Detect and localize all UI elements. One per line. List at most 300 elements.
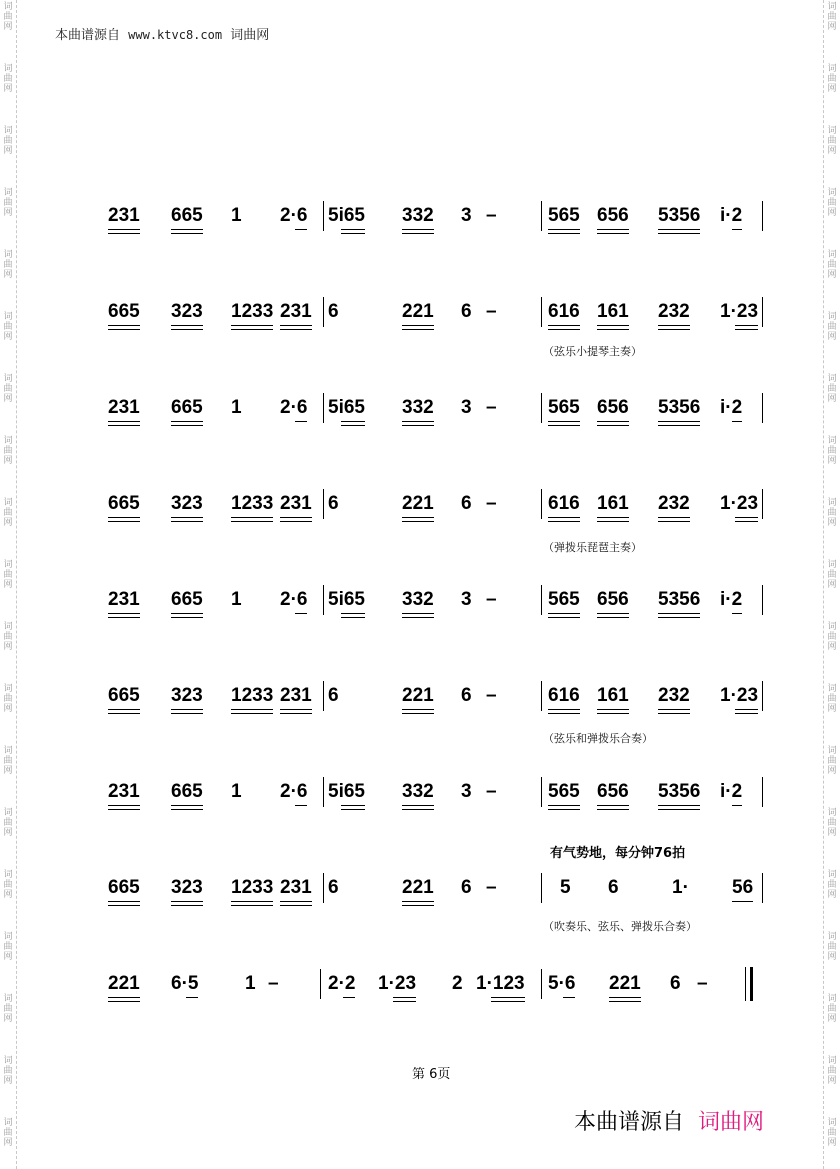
underline-beam (108, 517, 140, 518)
row-a-note: 332 (402, 205, 434, 226)
row-b-note: 1233 (231, 301, 274, 322)
underline-beam (341, 805, 365, 806)
underline-beam (732, 421, 742, 422)
row-a-note: 5356 (658, 205, 701, 226)
barline (323, 393, 324, 423)
barline (762, 393, 763, 423)
row-b-note: – (486, 493, 497, 514)
barline (323, 489, 324, 519)
underline-beam (658, 805, 700, 806)
underline-beam (108, 713, 140, 714)
watermark-text: 词 曲 网 (827, 1118, 837, 1148)
row-b-note: 161 (597, 493, 629, 514)
underline-beam (171, 709, 203, 710)
row-a-note: 665 (171, 781, 203, 802)
underline-beam (491, 997, 525, 998)
row-a-note: 231 (108, 781, 140, 802)
underline-beam (108, 617, 140, 618)
underline-beam (341, 617, 365, 618)
watermark-text: 词 曲 网 (827, 250, 837, 280)
underline-beam (108, 229, 140, 230)
row-b-note: 665 (108, 301, 140, 322)
watermark-text: 词 曲 网 (3, 1056, 13, 1086)
watermark-text: 词 曲 网 (827, 560, 837, 590)
underline-beam (658, 229, 700, 230)
watermark-text: 词 曲 网 (3, 622, 13, 652)
row-b-note: 6 (461, 685, 472, 706)
row-a-note: 1 (231, 589, 242, 610)
underline-beam (108, 905, 140, 906)
row-a-note: 565 (548, 397, 580, 418)
underline-beam (108, 809, 140, 810)
row-a-note: 3 (461, 205, 472, 226)
underline-beam (341, 809, 365, 810)
barline (762, 681, 763, 711)
underline-beam (402, 425, 434, 426)
row-b-note: 6 (461, 493, 472, 514)
underline-beam (402, 421, 434, 422)
watermark-text: 词 曲 网 (3, 684, 13, 714)
underline-beam (548, 329, 580, 330)
row-a-note: 5i65 (328, 205, 365, 226)
row-right-note: 6 (608, 877, 619, 898)
row-b-note: 232 (658, 493, 690, 514)
underline-beam (597, 713, 629, 714)
underline-beam (402, 325, 434, 326)
underline-beam (171, 905, 203, 906)
underline-beam (597, 425, 629, 426)
watermark-text: 词 曲 网 (827, 746, 837, 776)
underline-beam (280, 325, 312, 326)
annotation-tutti: （吹奏乐、弦乐、弹拨乐合奏） (543, 920, 697, 933)
underline-beam (732, 805, 742, 806)
row-right-note: 1· (672, 877, 689, 898)
underline-beam (186, 997, 198, 998)
underline-beam (548, 229, 580, 230)
underline-beam (341, 421, 365, 422)
row-b-note: 665 (108, 877, 140, 898)
barline (541, 489, 542, 519)
underline-beam (597, 613, 629, 614)
underline-beam (295, 421, 307, 422)
underline-beam (597, 521, 629, 522)
underline-beam (658, 517, 690, 518)
barline (762, 489, 763, 519)
underline-beam (402, 521, 434, 522)
underline-beam (280, 517, 312, 518)
watermark-text: 词 曲 网 (827, 436, 837, 466)
row-a-note: 5i65 (328, 397, 365, 418)
underline-beam (171, 521, 203, 522)
row-a-note: 231 (108, 589, 140, 610)
underline-beam (402, 229, 434, 230)
row-b-note: 232 (658, 685, 690, 706)
watermark-text: 词 曲 网 (827, 932, 837, 962)
watermark-text: 词 曲 网 (827, 1056, 837, 1086)
underline-beam (402, 905, 434, 906)
underline-beam (280, 901, 312, 902)
row-b-note: 6 (328, 877, 339, 898)
row-a-note: – (486, 205, 497, 226)
watermark-text: 词 曲 网 (827, 126, 837, 156)
barline (745, 967, 746, 1001)
annotation-plucked: （弹拨乐琵琶主奏） (543, 541, 642, 554)
row-b-note: 6 (328, 301, 339, 322)
underline-beam (295, 805, 307, 806)
underline-beam (280, 709, 312, 710)
row-a-note: 3 (461, 781, 472, 802)
underline-beam (658, 617, 700, 618)
underline-beam (548, 517, 580, 518)
row-a-note: 5i65 (328, 589, 365, 610)
underline-beam (548, 325, 580, 326)
watermark-text: 词 曲 网 (3, 498, 13, 528)
barline (762, 873, 763, 903)
underline-beam (402, 233, 434, 234)
row-a-note: 332 (402, 781, 434, 802)
barline (323, 201, 324, 231)
row-last-note: 1·123 (476, 973, 525, 994)
underline-beam (658, 613, 700, 614)
underline-beam (231, 517, 273, 518)
watermark-text: 词 曲 网 (3, 1118, 13, 1148)
underline-beam (597, 805, 629, 806)
underline-beam (402, 517, 434, 518)
row-a-note: – (486, 589, 497, 610)
underline-beam (295, 613, 307, 614)
underline-beam (171, 325, 203, 326)
underline-beam (171, 901, 203, 902)
row-b-note: 6 (328, 685, 339, 706)
row-a-note: 5i65 (328, 781, 365, 802)
row-b-note: 323 (171, 301, 203, 322)
underline-beam (171, 617, 203, 618)
underline-beam (393, 997, 416, 998)
underline-beam (609, 1001, 641, 1002)
barline (541, 969, 542, 999)
watermark-text: 词 曲 网 (827, 870, 837, 900)
underline-beam (658, 233, 700, 234)
watermark-text: 词 曲 网 (827, 994, 837, 1024)
page-number: 第 6页 (412, 1067, 451, 1082)
underline-beam (658, 425, 700, 426)
row-last-note: – (268, 973, 279, 994)
final-barline (750, 967, 753, 1001)
underline-beam (393, 1001, 416, 1002)
row-b-note: 665 (108, 685, 140, 706)
underline-beam (658, 713, 690, 714)
underline-beam (548, 617, 580, 618)
underline-beam (658, 329, 690, 330)
underline-beam (658, 421, 700, 422)
underline-beam (171, 329, 203, 330)
watermark-text: 词 曲 网 (3, 126, 13, 156)
underline-beam (609, 997, 641, 998)
row-a-note: 2·6 (280, 781, 308, 802)
underline-beam (548, 521, 580, 522)
underline-beam (658, 325, 690, 326)
row-right-note: 56 (732, 877, 754, 898)
underline-beam (732, 229, 742, 230)
underline-beam (108, 901, 140, 902)
underline-beam (108, 805, 140, 806)
underline-beam (171, 613, 203, 614)
underline-beam (402, 805, 434, 806)
watermark-text: 词 曲 网 (3, 870, 13, 900)
underline-beam (597, 233, 629, 234)
row-a-note: – (486, 781, 497, 802)
watermark-text: 词 曲 网 (827, 498, 837, 528)
barline (541, 297, 542, 327)
underline-beam (597, 329, 629, 330)
row-a-note: 332 (402, 589, 434, 610)
row-b-note: 221 (402, 685, 434, 706)
watermark-text: 词 曲 网 (827, 2, 837, 32)
row-a-note: 656 (597, 589, 629, 610)
underline-beam (108, 233, 140, 234)
row-last-note: 1·23 (378, 973, 417, 994)
underline-beam (735, 517, 758, 518)
watermark-text: 词 曲 网 (3, 932, 13, 962)
underline-beam (231, 709, 273, 710)
underline-beam (171, 713, 203, 714)
row-b-note: 616 (548, 493, 580, 514)
watermark-text: 词 曲 网 (827, 374, 837, 404)
row-b-note: 1233 (231, 685, 274, 706)
underline-beam (280, 713, 312, 714)
underline-beam (658, 809, 700, 810)
row-b-note: 231 (280, 685, 312, 706)
underline-beam (280, 521, 312, 522)
watermark-text: 词 曲 网 (827, 188, 837, 218)
row-b-note: 231 (280, 301, 312, 322)
row-last-note: 221 (108, 973, 140, 994)
underline-beam (597, 617, 629, 618)
row-a-note: 665 (171, 589, 203, 610)
watermark-text: 词 曲 网 (827, 312, 837, 342)
row-a-note: 656 (597, 205, 629, 226)
watermark-text: 词 曲 网 (3, 312, 13, 342)
row-a-note: 332 (402, 397, 434, 418)
row-b-note: 221 (402, 301, 434, 322)
row-right-note: 5 (560, 877, 571, 898)
watermark-text: 词 曲 网 (3, 64, 13, 94)
underline-beam (732, 613, 742, 614)
row-b-note: – (486, 301, 497, 322)
barline (762, 777, 763, 807)
row-a-note: 2·6 (280, 397, 308, 418)
watermark-text: 词 曲 网 (827, 64, 837, 94)
underline-beam (402, 613, 434, 614)
row-last-note: 2 (452, 973, 463, 994)
underline-beam (231, 329, 273, 330)
watermark-text: 词 曲 网 (3, 250, 13, 280)
underline-beam (548, 709, 580, 710)
barline (323, 681, 324, 711)
row-last-note: 1 (245, 973, 256, 994)
underline-beam (341, 233, 365, 234)
watermark-text: 词 曲 网 (3, 560, 13, 590)
underline-beam (402, 901, 434, 902)
row-b-note: 616 (548, 685, 580, 706)
underline-beam (402, 713, 434, 714)
row-b-note: – (486, 685, 497, 706)
watermark-text: 词 曲 网 (3, 994, 13, 1024)
row-last-note: 6·5 (171, 973, 199, 994)
row-last-note: 6 (670, 973, 681, 994)
underline-beam (341, 425, 365, 426)
underline-beam (108, 1001, 140, 1002)
underline-beam (732, 901, 753, 902)
underline-beam (402, 617, 434, 618)
annotation-strings: （弦乐小提琴主奏） (543, 345, 642, 358)
underline-beam (108, 613, 140, 614)
underline-beam (108, 425, 140, 426)
underline-beam (597, 325, 629, 326)
row-a-note: 1 (231, 397, 242, 418)
tempo-marking: 有气势地，每分钟76拍 (550, 846, 686, 861)
row-a-note: 565 (548, 781, 580, 802)
barline (323, 297, 324, 327)
underline-beam (548, 613, 580, 614)
watermark-text: 词 曲 网 (827, 808, 837, 838)
underline-beam (280, 329, 312, 330)
barline (541, 585, 542, 615)
underline-beam (231, 901, 273, 902)
row-a-note: i·2 (720, 589, 743, 610)
underline-beam (108, 329, 140, 330)
watermark-text: 词 曲 网 (3, 374, 13, 404)
row-b-note: 323 (171, 493, 203, 514)
watermark-text: 词 曲 网 (827, 684, 837, 714)
barline (323, 777, 324, 807)
underline-beam (171, 233, 203, 234)
underline-beam (548, 421, 580, 422)
barline (762, 297, 763, 327)
row-b-note: 221 (402, 877, 434, 898)
row-b-note: 1233 (231, 877, 274, 898)
row-a-note: i·2 (720, 781, 743, 802)
row-b-note: 323 (171, 877, 203, 898)
underline-beam (563, 997, 575, 998)
underline-beam (171, 421, 203, 422)
underline-beam (231, 521, 273, 522)
row-b-note: 1233 (231, 493, 274, 514)
row-b-note: 1·23 (720, 493, 759, 514)
barline (541, 681, 542, 711)
row-b-note: 1·23 (720, 685, 759, 706)
underline-beam (658, 709, 690, 710)
annotation-strings-plucked: （弦乐和弹拨乐合奏） (543, 732, 653, 745)
underline-beam (658, 521, 690, 522)
header-site: 词曲网 (230, 28, 270, 43)
barline (541, 393, 542, 423)
row-last-note: 221 (609, 973, 641, 994)
underline-beam (548, 809, 580, 810)
row-b-note: 6 (461, 301, 472, 322)
row-a-note: 231 (108, 397, 140, 418)
barline (320, 969, 321, 999)
row-a-note: – (486, 397, 497, 418)
underline-beam (597, 709, 629, 710)
barline (762, 585, 763, 615)
underline-beam (402, 709, 434, 710)
header-url: www.ktvc8.com (128, 28, 223, 42)
row-a-note: 231 (108, 205, 140, 226)
barline (541, 777, 542, 807)
row-a-note: 2·6 (280, 205, 308, 226)
barline (541, 873, 542, 903)
row-a-note: 5356 (658, 781, 701, 802)
underline-beam (735, 521, 758, 522)
underline-beam (108, 997, 140, 998)
row-b-note: 161 (597, 685, 629, 706)
row-b-note: 231 (280, 877, 312, 898)
row-a-note: 1 (231, 205, 242, 226)
underline-beam (491, 1001, 525, 1002)
row-a-note: 5356 (658, 589, 701, 610)
underline-beam (343, 997, 355, 998)
watermark-text: 词 曲 网 (3, 436, 13, 466)
underline-beam (735, 325, 758, 326)
row-a-note: i·2 (720, 205, 743, 226)
underline-beam (402, 329, 434, 330)
underline-beam (171, 425, 203, 426)
footer-brand: 词曲网 (698, 1110, 765, 1135)
row-b-note: 616 (548, 301, 580, 322)
underline-beam (735, 709, 758, 710)
underline-beam (548, 713, 580, 714)
row-a-note: 3 (461, 397, 472, 418)
row-b-note: 323 (171, 685, 203, 706)
row-b-note: 6 (328, 493, 339, 514)
row-a-note: 1 (231, 781, 242, 802)
row-a-note: 565 (548, 205, 580, 226)
underline-beam (108, 709, 140, 710)
underline-beam (171, 809, 203, 810)
row-a-note: 665 (171, 205, 203, 226)
underline-beam (108, 521, 140, 522)
underline-beam (341, 229, 365, 230)
row-last-note: 2·2 (328, 973, 356, 994)
watermark-text: 词 曲 网 (3, 808, 13, 838)
underline-beam (108, 325, 140, 326)
underline-beam (548, 233, 580, 234)
row-b-note: 6 (461, 877, 472, 898)
row-a-note: 565 (548, 589, 580, 610)
row-a-note: 656 (597, 781, 629, 802)
underline-beam (171, 805, 203, 806)
underline-beam (280, 905, 312, 906)
row-a-note: i·2 (720, 397, 743, 418)
underline-beam (341, 613, 365, 614)
underline-beam (597, 809, 629, 810)
underline-beam (231, 325, 273, 326)
row-a-note: 5356 (658, 397, 701, 418)
row-b-note: 1·23 (720, 301, 759, 322)
watermark-text: 词 曲 网 (3, 188, 13, 218)
underline-beam (231, 905, 273, 906)
barline (323, 585, 324, 615)
page-footer (574, 1105, 764, 1136)
row-a-note: 3 (461, 589, 472, 610)
row-last-note: 5·6 (548, 973, 576, 994)
barline (323, 873, 324, 903)
underline-beam (108, 421, 140, 422)
underline-beam (548, 425, 580, 426)
row-b-note: 232 (658, 301, 690, 322)
row-a-note: 665 (171, 397, 203, 418)
